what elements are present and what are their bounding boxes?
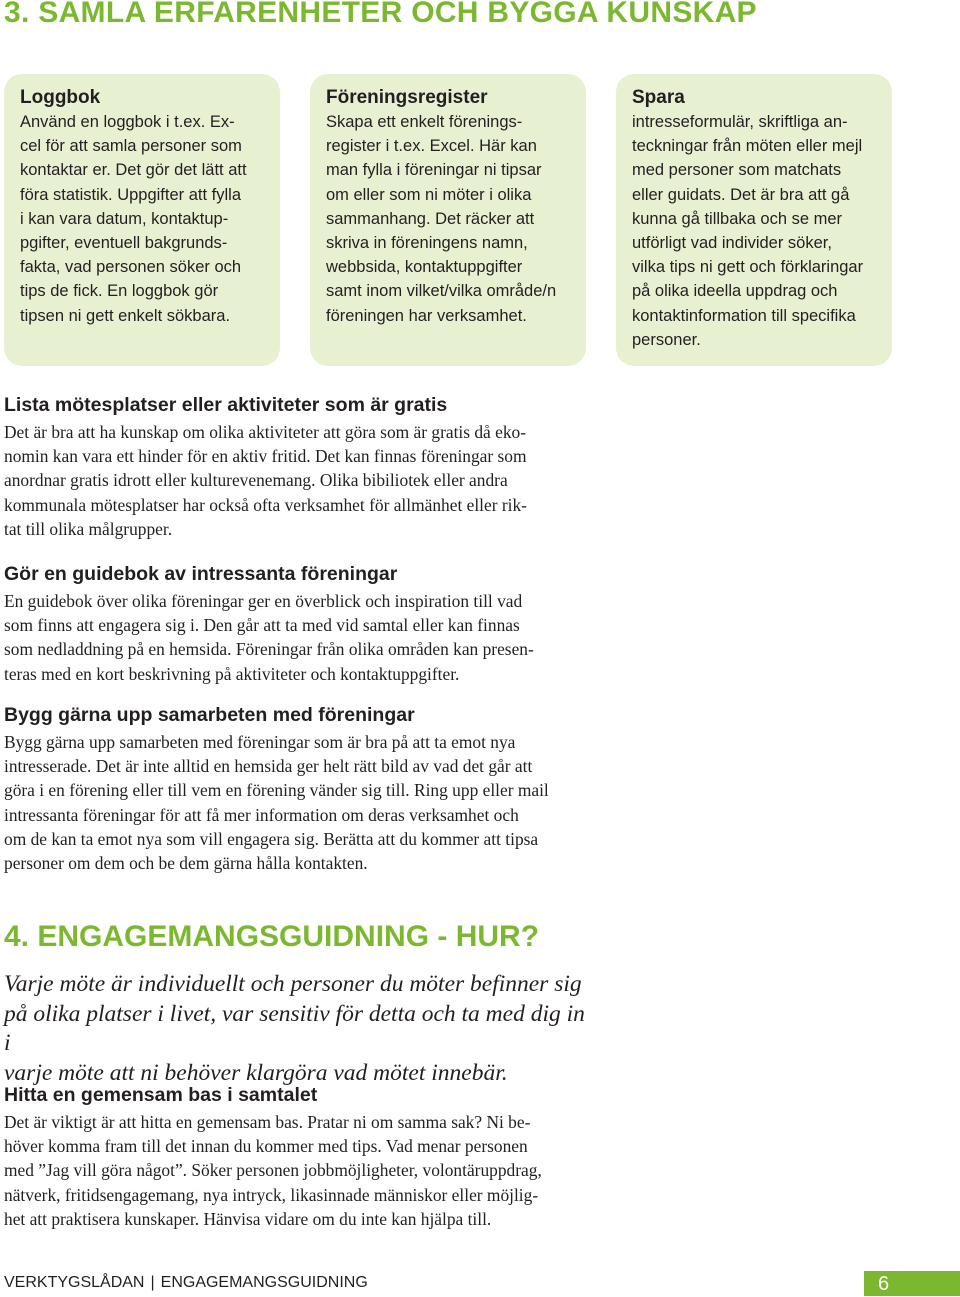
text-line: het att praktisera kunskaper. Hänvisa vidare om du inte kan hjälpa till. [4, 1208, 492, 1229]
text-line: nomin kan vara ett hinder för en aktiv fritid. Det kan finnas föreningar som [4, 446, 527, 467]
box-title: Spara [632, 87, 685, 108]
section-body [4, 1110, 584, 1231]
text-line: teckningar från möten eller mejl [632, 137, 863, 156]
text-line: intresserade. Det är inte alltid en hemsida ger helt rätt bild av vad det går att [4, 756, 533, 777]
text-line: på olika platser i livet, var sensitiv för detta och ta med dig in i [4, 1000, 585, 1056]
text-line: Det är viktigt är att hitta en gemensam bas. Pratar ni om samma sak? Ni be- [4, 1112, 531, 1132]
text-line: höver komma fram till det innan du kommer med tips. Vad menar personen [4, 1136, 528, 1157]
section-title: Gör en guidebok av intressanta föreningar [4, 563, 398, 585]
text-line: sammanhang. Det räcker att [326, 209, 535, 228]
box-body [632, 110, 878, 352]
box-title: Loggbok [20, 87, 101, 108]
text-line: nätverk, fritidsengagemang, nya intryck, likasinnade människor eller möjlig- [4, 1184, 539, 1205]
text-line: kontaktar er. Det gör det lätt att [20, 161, 247, 180]
page-number: 6 [864, 1271, 960, 1296]
text-line: man fylla i föreningar ni tipsar [326, 161, 542, 180]
text-line: teras med en kort beskrivning på aktiviteter och kontaktuppgifter. [4, 663, 460, 684]
text-line: Skapa ett enkelt förenings- [326, 113, 523, 131]
text-line: som finns att engagera sig i. Den går att ta med vid samtal eller kan finnas [4, 615, 520, 636]
text-line: kommunala mötesplatser har också ofta verksamhet för allmänhet eller rik- [4, 494, 527, 515]
text-line: föreningen har verksamhet. [326, 306, 527, 325]
box-body [326, 110, 572, 328]
footer-separator: | [150, 1274, 155, 1291]
lead-paragraph [4, 970, 594, 1088]
text-line: Bygg gärna upp samarbeten med föreningar som är bra på att ta emot nya [4, 732, 516, 752]
text-line: intressanta föreningar för att få mer information om deras verksamhet och [4, 804, 519, 825]
box-title: Föreningsregister [326, 87, 488, 108]
chapter-heading-2: 4. ENGAGEMANGSGUIDNING - HUR? [4, 920, 540, 953]
text-line: om eller som ni möter i olika [326, 185, 532, 204]
text-line: om de kan ta emot nya som vill engagera sig. Berätta att du kommer att tipsa [4, 828, 539, 849]
text-line: webbsida, kontaktuppgifter [326, 258, 523, 277]
text-line: kunna gå tillbaka och se mer [632, 209, 843, 228]
section-samarbeten [4, 702, 584, 875]
info-box-spara [616, 74, 892, 366]
section-body [4, 589, 584, 686]
text-line: register i t.ex. Excel. Här kan [326, 137, 537, 156]
text-line: varje möte att ni behöver klargöra vad mötet innebär. [4, 1059, 508, 1086]
text-line: cel för att samla personer som [20, 137, 242, 156]
text-line: eller guidats. Det är bra att gå [632, 185, 850, 204]
info-box-foreningsregister [310, 74, 586, 366]
text-line: samt inom vilket/vilka område/n [326, 282, 557, 301]
footer-guide: ENGAGEMANGSGUIDNING [160, 1274, 368, 1291]
text-line: tips de fick. En loggbok gör [20, 282, 219, 301]
text-line: vilka tips ni gett och förklaringar [632, 258, 864, 277]
section-body [4, 730, 584, 875]
text-line: som nedladdning på en hemsida. Föreningar från olika områden kan presen- [4, 639, 534, 660]
section-guidebok [4, 561, 584, 686]
text-line: föra statistik. Uppgifter att fylla [20, 185, 242, 204]
text-line: på olika ideella uppdrag och [632, 282, 838, 301]
section-title: Lista mötesplatser eller aktiviteter som är gratis [4, 394, 448, 416]
footer-label [4, 1274, 368, 1292]
chapter-heading: 3. SAMLA ERFARENHETER OCH BYGGA KUNSKAP [4, 0, 757, 29]
section-body [4, 420, 584, 541]
footer-brand: VERKTYGSLÅDAN [4, 1274, 145, 1291]
text-line: Använd en loggbok i t.ex. Ex- [20, 113, 235, 131]
text-line: personer om dem och be dem gärna hålla kontakten. [4, 853, 368, 874]
section-gemensam-bas [4, 1082, 584, 1231]
text-line: utförligt vad individer söker, [632, 234, 832, 253]
text-line: i kan vara datum, kontaktup- [20, 209, 229, 228]
text-line: skriva in föreningens namn, [326, 234, 528, 253]
text-line: fakta, vad personen söker och [20, 258, 242, 277]
section-gratis [4, 392, 584, 541]
text-line: tipsen ni gett enkelt sökbara. [20, 306, 231, 325]
box-body [20, 110, 266, 328]
text-line: Varje möte är individuellt och personer du möter befinner sig [4, 971, 582, 997]
section-title: Hitta en gemensam bas i samtalet [4, 1084, 318, 1106]
text-line: En guidebok över olika föreningar ger en överblick och inspiration till vad [4, 591, 523, 611]
text-line: pgifter, eventuell bakgrunds- [20, 234, 228, 253]
section-title: Bygg gärna upp samarbeten med föreningar [4, 704, 415, 726]
text-line: personer. [632, 330, 701, 349]
text-line: kontaktinformation till specifika [632, 306, 856, 325]
text-line: med ”Jag vill göra något”. Söker personen jobbmöjligheter, volontäruppdrag, [4, 1160, 542, 1181]
text-line: Det är bra att ha kunskap om olika aktiviteter att göra som är gratis då eko- [4, 422, 527, 442]
text-line: intresseformulär, skriftliga an- [632, 113, 848, 131]
info-box-loggbok [4, 74, 280, 366]
text-line: anordnar gratis idrott eller kulturevenemang. Olika bibiliotek eller andra [4, 470, 508, 491]
text-line: tat till olika målgrupper. [4, 518, 173, 539]
text-line: göra i en förening eller till vem en förening vänder sig till. Ring upp eller mail [4, 780, 549, 801]
text-line: med personer som matchats [632, 161, 842, 180]
